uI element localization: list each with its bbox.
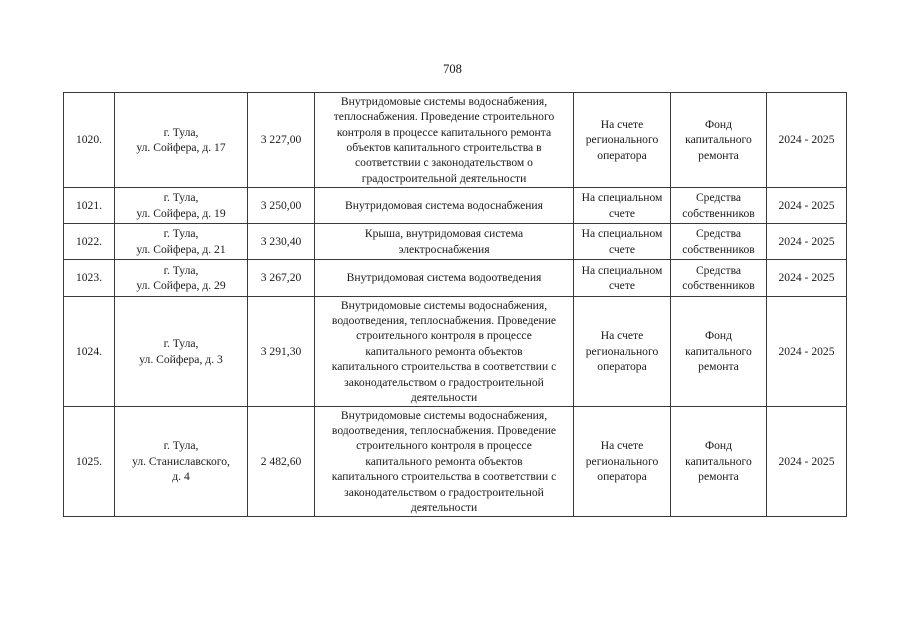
cell-line: Внутридомовая система водоснабжения [345, 198, 543, 212]
row-number: 1022. [64, 224, 115, 260]
row-number: 1024. [64, 297, 115, 407]
years-cell: 2024 - 2025 [767, 407, 847, 517]
account-type-cell [574, 297, 671, 407]
area-cell: 3 227,00 [248, 93, 315, 188]
area-cell: 3 250,00 [248, 188, 315, 224]
repair-registry-table [63, 92, 847, 517]
cell-line: собственников [682, 242, 755, 256]
cell-line: оператора [597, 148, 647, 162]
cell-line: ремонта [698, 360, 739, 374]
account-type-cell [574, 93, 671, 188]
account-type-cell [574, 260, 671, 297]
cell-line: капитального ремонта объектов [365, 344, 523, 358]
cell-line: г. Тула, [163, 337, 199, 351]
work-type-cell [315, 297, 574, 407]
cell-line: На счете [600, 439, 644, 453]
area-cell: 3 230,40 [248, 224, 315, 260]
address-cell [115, 407, 248, 517]
cell-line: собственников [682, 279, 755, 292]
cell-line: ул. Станиславского, [132, 454, 230, 468]
cell-line: капитального ремонта объектов [365, 454, 523, 468]
table-row [64, 188, 847, 224]
cell-line: Средства [695, 191, 742, 205]
work-type-cell [315, 224, 574, 260]
cell-line: д. 4 [172, 470, 190, 484]
cell-line: теплоснабжения. Проведение строительного [333, 110, 555, 124]
cell-line: водоотведения, теплоснабжения. Проведение [331, 313, 557, 327]
table-row [64, 93, 847, 188]
cell-line: соответствии с законодательством о [355, 156, 533, 170]
account-type-cell [574, 224, 671, 260]
cell-line: счете [608, 206, 636, 220]
cell-line: оператора [597, 360, 647, 374]
table-row [64, 224, 847, 260]
table-row [64, 297, 847, 407]
work-type-cell [315, 93, 574, 188]
years-cell: 2024 - 2025 [767, 188, 847, 224]
cell-line: Средства [695, 263, 742, 277]
cell-line: На специальном [581, 191, 663, 205]
cell-line: ул. Сойфера, д. 17 [136, 141, 226, 154]
area-cell: 2 482,60 [248, 407, 315, 517]
cell-line: Фонд [704, 329, 733, 343]
area-cell: 3 267,20 [248, 260, 315, 297]
cell-line: Фонд [704, 117, 733, 131]
cell-line: контроля в процессе капитального ремонта [336, 125, 552, 139]
cell-line: Внутридомовая система водоотведения [346, 271, 542, 285]
cell-line: капитального строительства в соответствии с [331, 360, 557, 374]
funding-source-cell [671, 188, 767, 224]
account-type-cell [574, 188, 671, 224]
cell-line: градостроительной деятельности [361, 171, 527, 185]
cell-line: г. Тула, [163, 263, 199, 277]
funding-source-cell [671, 297, 767, 407]
cell-line: регионального [585, 133, 659, 147]
cell-line: счете [608, 279, 636, 292]
address-cell [115, 260, 248, 297]
years-cell: 2024 - 2025 [767, 297, 847, 407]
cell-line: Внутридомовые системы водоснабжения, [340, 408, 548, 422]
cell-line: деятельности [410, 501, 478, 515]
funding-source-cell [671, 224, 767, 260]
cell-line: На специальном [581, 263, 663, 277]
funding-source-cell [671, 260, 767, 297]
cell-line: водоотведения, теплоснабжения. Проведение [331, 423, 557, 437]
cell-line: регионального [585, 344, 659, 358]
cell-line: На специальном [581, 227, 663, 241]
cell-line: деятельности [410, 391, 478, 405]
cell-line: г. Тула, [163, 439, 199, 453]
cell-line: капитального [685, 454, 752, 468]
row-number: 1023. [64, 260, 115, 297]
cell-line: ул. Сойфера, д. 29 [136, 279, 226, 292]
cell-line: ремонта [698, 470, 739, 484]
cell-line: ремонта [698, 148, 739, 162]
work-type-cell [315, 188, 574, 224]
funding-source-cell [671, 407, 767, 517]
table-row [64, 260, 847, 297]
address-cell [115, 188, 248, 224]
cell-line: г. Тула, [163, 191, 199, 205]
address-cell [115, 224, 248, 260]
cell-line: строительного контроля в процессе [356, 439, 532, 453]
cell-line: законодательством о градостроительной [344, 485, 544, 499]
cell-line: объектов капитального строительства в [346, 141, 542, 154]
cell-line: ул. Сойфера, д. 19 [136, 206, 226, 220]
row-number: 1021. [64, 188, 115, 224]
cell-line: капитального строительства в соответствии с [331, 470, 557, 484]
address-cell [115, 297, 248, 407]
cell-line: собственников [682, 206, 755, 220]
table-row [64, 407, 847, 517]
cell-line: Внутридомовые системы водоснабжения, [340, 298, 548, 312]
row-number: 1020. [64, 93, 115, 188]
cell-line: Внутридомовые системы водоснабжения, [340, 94, 548, 108]
page-number: 708 [443, 62, 462, 76]
cell-line: капитального [685, 133, 752, 147]
cell-line: Фонд [704, 439, 733, 453]
cell-line: г. Тула, [163, 125, 199, 139]
funding-source-cell [671, 93, 767, 188]
cell-line: законодательством о градостроительной [344, 375, 544, 389]
row-number: 1025. [64, 407, 115, 517]
cell-line: строительного контроля в процессе [356, 329, 532, 343]
cell-line: На счете [600, 329, 644, 343]
years-cell: 2024 - 2025 [767, 224, 847, 260]
cell-line: счете [608, 242, 636, 256]
work-type-cell [315, 407, 574, 517]
cell-line: ул. Сойфера, д. 21 [136, 242, 226, 256]
cell-line: оператора [597, 470, 647, 484]
cell-line: На счете [600, 117, 644, 131]
cell-line: ул. Сойфера, д. 3 [139, 352, 223, 366]
cell-line: Средства [695, 227, 742, 241]
cell-line: г. Тула, [163, 227, 199, 241]
years-cell: 2024 - 2025 [767, 93, 847, 188]
account-type-cell [574, 407, 671, 517]
cell-line: электроснабжения [398, 242, 490, 256]
table-body [64, 93, 847, 517]
years-cell: 2024 - 2025 [767, 260, 847, 297]
cell-line: регионального [585, 454, 659, 468]
cell-line: Крыша, внутридомовая система [364, 227, 524, 241]
work-type-cell [315, 260, 574, 297]
address-cell [115, 93, 248, 188]
cell-line: капитального [685, 344, 752, 358]
area-cell: 3 291,30 [248, 297, 315, 407]
